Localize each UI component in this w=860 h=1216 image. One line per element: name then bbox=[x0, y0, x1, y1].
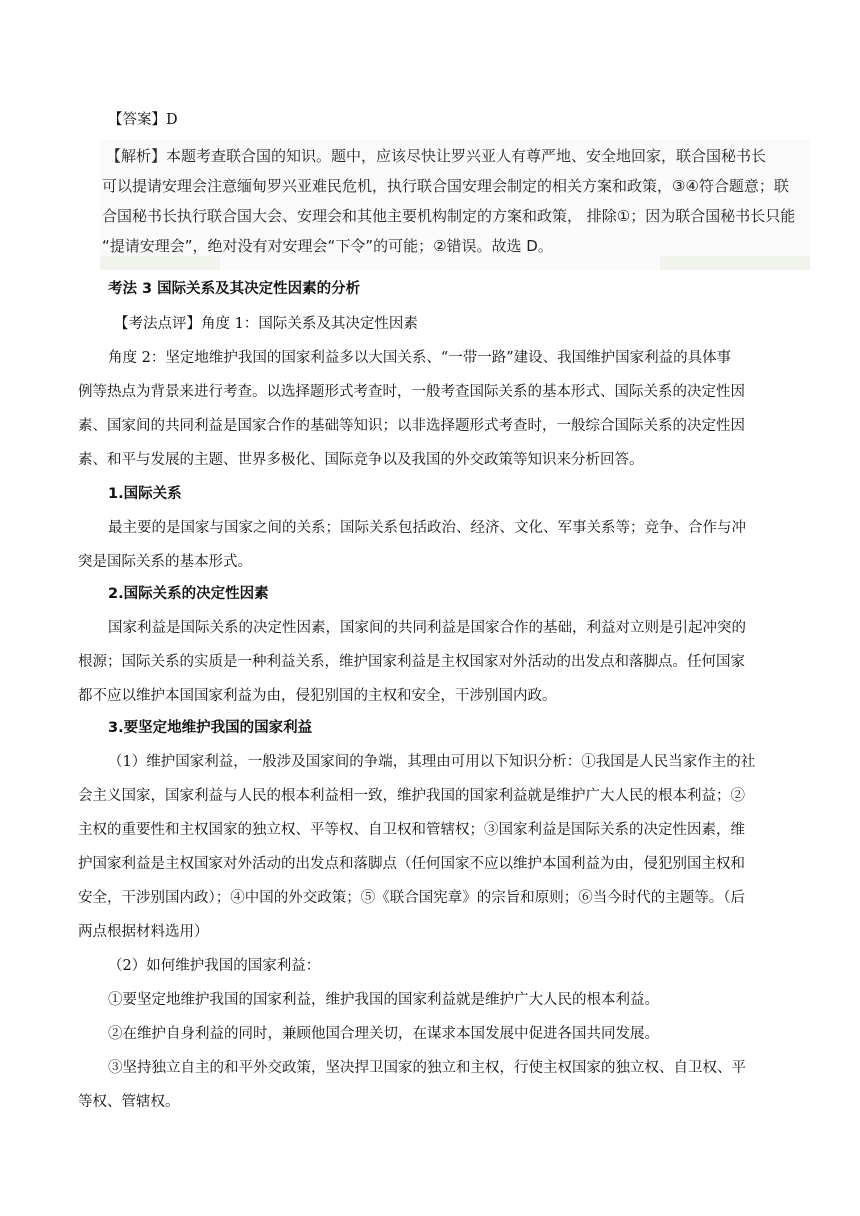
paragraph-line: 突是国际关系的基本形式。 bbox=[78, 554, 252, 570]
paragraph-line: 两点根据材料选用） bbox=[78, 924, 209, 940]
analysis-line: 可以提请安理会注意缅甸罗兴亚难民危机，执行联合国安理会制定的相关方案和政策，③④符合题意；联 bbox=[102, 177, 789, 195]
paragraph-line: 根源；国际关系的实质是一种利益关系，维护国家利益是主权国家对外活动的出发点和落脚点。任何国家 bbox=[78, 654, 745, 670]
paragraph-line: 主权的重要性和主权国家的独立权、平等权、自卫权和管辖权；③国家利益是国际关系的决定性因素，维 bbox=[78, 822, 745, 838]
paragraph-line: 素、和平与发展的主题、世界多极化、国际竞争以及我国的外交政策等知识来分析回答。 bbox=[78, 452, 644, 468]
scan-artifact bbox=[100, 256, 220, 270]
section-title: 考法 3 国际关系及其决定性因素的分析 bbox=[108, 281, 361, 297]
analysis-line: 合国秘书长执行联合国大会、安理会和其他主要机构制定的方案和政策， 排除①；因为联合国秘书长只能 bbox=[102, 207, 796, 225]
answer-label: 【答案】D bbox=[108, 112, 178, 128]
paragraph-line: 护国家利益是主权国家对外活动的出发点和落脚点（任何国家不应以维护本国利益为由，侵犯别国主权和 bbox=[78, 856, 745, 872]
paragraph-line: （2）如何维护我国的国家利益： bbox=[108, 958, 321, 974]
review-intro: 【考法点评】角度 1：国际关系及其决定性因素 bbox=[114, 316, 418, 332]
paragraph-line: 安全，干涉别国内政）；④中国的外交政策；⑤《联合国宪章》的宗旨和原则；⑥当今时代的主题等。（后 bbox=[78, 890, 745, 906]
paragraph-line: 素、国家间的共同利益是国家合作的基础等知识；以非选择题形式考查时，一般综合国际关系的决定性因 bbox=[78, 418, 745, 434]
paragraph-line: 例等热点为背景来进行考查。以选择题形式考查时，一般考查国际关系的基本形式、国际关系的决定性因 bbox=[78, 384, 745, 400]
paragraph-line: （1）维护国家利益，一般涉及国家间的争端，其理由可用以下知识分析：①我国是人民当家作主的社 bbox=[108, 754, 756, 770]
paragraph-line: 等权、管辖权。 bbox=[78, 1094, 180, 1110]
paragraph-line: 角度 2：坚定地维护我国的国家利益多以大国关系、“一带一路”建设、我国维护国家利益的具体事 bbox=[108, 350, 732, 366]
paragraph-line: 会主义国家，国家利益与人民的根本利益相一致，维护我国的国家利益就是维护广大人民的根本利益；② bbox=[78, 788, 745, 804]
paragraph-line: ②在维护自身利益的同时，兼顾他国合理关切，在谋求本国发展中促进各国共同发展。 bbox=[108, 1026, 659, 1042]
heading-decisive-factor: 2.国际关系的决定性因素 bbox=[108, 586, 269, 602]
paragraph-line: ①要坚定地维护我国的国家利益，维护我国的国家利益就是维护广大人民的根本利益。 bbox=[108, 992, 659, 1008]
analysis-line: 【解析】本题考查联合国的知识。题中，应该尽快让罗兴亚人有尊严地、安全地回家，联合国秘书长 bbox=[106, 147, 767, 165]
paragraph-line: 都不应以维护本国国家利益为由，侵犯别国的主权和安全，干涉别国内政。 bbox=[78, 688, 557, 704]
heading-national-interest: 3.要坚定地维护我国的国家利益 bbox=[108, 720, 313, 736]
paragraph-line: 最主要的是国家与国家之间的关系；国际关系包括政治、经济、文化、军事关系等；竞争、合作与冲 bbox=[108, 520, 746, 536]
paragraph-line: 国家利益是国际关系的决定性因素，国家间的共同利益是国家合作的基础，利益对立则是引起冲突的 bbox=[108, 620, 746, 636]
heading-international-relations: 1.国际关系 bbox=[108, 486, 182, 502]
scan-artifact bbox=[660, 256, 810, 270]
paragraph-line: ③坚持独立自主的和平外交政策，坚决捍卫国家的独立和主权，行使主权国家的独立权、自卫权、平 bbox=[108, 1060, 746, 1076]
analysis-scan-image bbox=[100, 140, 810, 270]
analysis-line: “提请安理会”，绝对没有对安理会“下令”的可能；②错误。故选 D。 bbox=[102, 237, 553, 255]
